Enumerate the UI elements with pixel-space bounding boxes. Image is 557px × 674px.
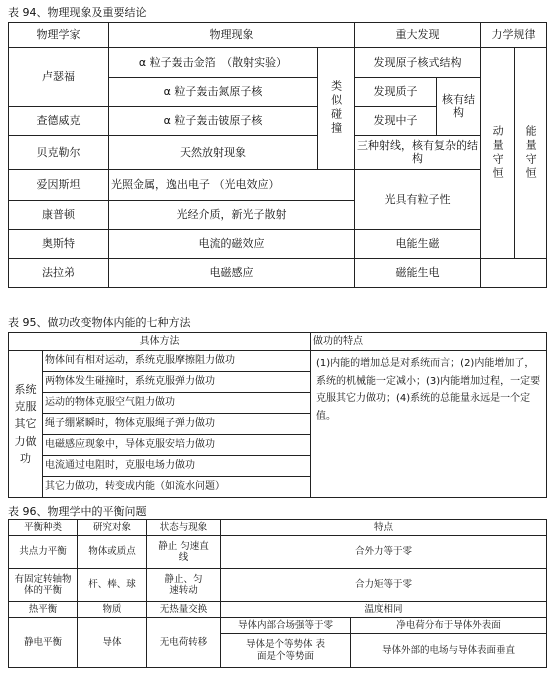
t95-method: 运动的物体克服空气阻力做功 [43, 393, 311, 414]
table96 [8, 519, 547, 668]
t94-discovery-magnetic-to-electric: 磁能生电 [355, 259, 481, 288]
t94-rutherford-phenomenon-2: α 粒子轰击氮原子核 [109, 77, 318, 106]
t96-electrostatic-feature-4: 导体外部的电场与导体表面垂直 [351, 634, 547, 668]
t96-electrostatic-feature-3: 导体是个等势体 表面是个等势面 [221, 634, 351, 668]
t94-faraday-phenomenon: 电磁感应 [109, 259, 355, 288]
t96-fixed-axis: 有固定转轴物体的平衡 [9, 569, 78, 602]
t94-compton-phenomenon: 光经介质，新光子散射 [109, 201, 355, 230]
t96-header-state: 状态与现象 [147, 520, 221, 536]
t95-method: 电流通过电阻时，克服电场力做功 [43, 456, 311, 477]
t95-method: 其它力做功，转变成内能（如流水问题） [43, 477, 311, 498]
t94-compton: 康普顿 [9, 201, 109, 230]
t94-rutherford-phenomenon-1: α 粒子轰击金箔 （散射实验） [109, 47, 318, 77]
table94 [8, 22, 547, 288]
t94-chadwick: 查德威克 [9, 106, 109, 135]
t96-thermal-object: 物质 [78, 602, 147, 618]
t94-rutherford: 卢瑟福 [9, 47, 109, 106]
t96-thermal: 热平衡 [9, 602, 78, 618]
t96-fixed-axis-object: 杆、棒、球 [78, 569, 147, 602]
t95-feature-text: (1)内能的增加总是对系统而言；(2)内能增加了，系统的机械能一定减小；(3)内能增加过程，一定要克服其它力做功；(4)系统的总能量永远是一个定值。 [311, 351, 547, 498]
t96-concurrent-state: 静止 匀速直线 [147, 536, 221, 569]
t94-header-scientist: 物理学家 [9, 23, 109, 48]
t96-electrostatic-feature-2: 净电荷分布于导体外表面 [351, 618, 547, 634]
t95-method: 绳子绷紧瞬时，物体克服绳子弹力做功 [43, 414, 311, 435]
t94-chadwick-phenomenon: α 粒子轰击铍原子核 [109, 106, 318, 135]
t94-header-phenomenon: 物理现象 [109, 23, 355, 48]
t94-becquerel-phenomenon: 天然放射现象 [109, 135, 318, 169]
t95-method: 两物体发生碰撞时，系统克服弹力做功 [43, 372, 311, 393]
t96-electrostatic-state: 无电荷转移 [147, 618, 221, 668]
t94-discovery-light-particle: 光具有粒子性 [355, 169, 481, 229]
t94-law-empty [481, 259, 547, 288]
t95-side-label: 系统克服其它力做功 [9, 351, 43, 498]
t94-header-discovery: 重大发现 [355, 23, 481, 48]
t95-method: 电磁感应现象中，导体克服安培力做功 [43, 435, 311, 456]
table96-title: 表 96、物理学中的平衡问题 [8, 505, 147, 518]
t94-oersted: 奥斯特 [9, 230, 109, 259]
table94-title: 表 94、物理现象及重要结论 [8, 6, 147, 19]
t96-header-type: 平衡种类 [9, 520, 78, 536]
t96-fixed-axis-feature: 合力矩等于零 [221, 569, 547, 602]
t94-discovery-nuclear-structure: 发现原子核式结构 [355, 47, 481, 77]
t94-becquerel: 贝克勒尔 [9, 135, 109, 169]
table95 [8, 332, 547, 498]
t96-concurrent-force: 共点力平衡 [9, 536, 78, 569]
t95-header-feature: 做功的特点 [311, 333, 547, 351]
t94-analogy-collision: 类似碰撞 [318, 47, 355, 169]
t96-concurrent-object: 物体或质点 [78, 536, 147, 569]
t96-electrostatic: 静电平衡 [9, 618, 78, 668]
t96-header-object: 研究对象 [78, 520, 147, 536]
table95-title: 表 95、做功改变物体内能的七种方法 [8, 316, 191, 329]
t94-energy-conservation: 能量守恒 [515, 47, 547, 258]
t94-oersted-phenomenon: 电流的磁效应 [109, 230, 355, 259]
t96-electrostatic-object: 导体 [78, 618, 147, 668]
t95-method: 物体间有相对运动，系统克服摩擦阻力做功 [43, 351, 311, 372]
t96-header-feature: 特点 [221, 520, 547, 536]
t96-thermal-feature: 温度相同 [221, 602, 547, 618]
t96-fixed-axis-state: 静止、匀速转动 [147, 569, 221, 602]
t96-thermal-state: 无热量交换 [147, 602, 221, 618]
t94-einstein: 爱因斯坦 [9, 169, 109, 200]
t94-discovery-neutron: 发现中子 [355, 106, 437, 135]
t94-discovery-electric-to-magnetic: 电能生磁 [355, 230, 481, 259]
t96-electrostatic-feature-1: 导体内部合场强等于零 [221, 618, 351, 634]
t94-momentum-conservation: 动量守恒 [481, 47, 515, 258]
t94-nucleus-has-structure: 核有结构 [437, 77, 481, 135]
t94-discovery-three-rays: 三种射线，核有复杂的结构 [355, 135, 481, 169]
t95-header-method: 具体方法 [9, 333, 311, 351]
t96-concurrent-feature: 合外力等于零 [221, 536, 547, 569]
t94-faraday: 法拉弟 [9, 259, 109, 288]
t94-header-law: 力学规律 [481, 23, 547, 48]
t94-discovery-proton: 发现质子 [355, 77, 437, 106]
t94-einstein-phenomenon: 光照金属，逸出电子 （光电效应） [109, 169, 355, 200]
